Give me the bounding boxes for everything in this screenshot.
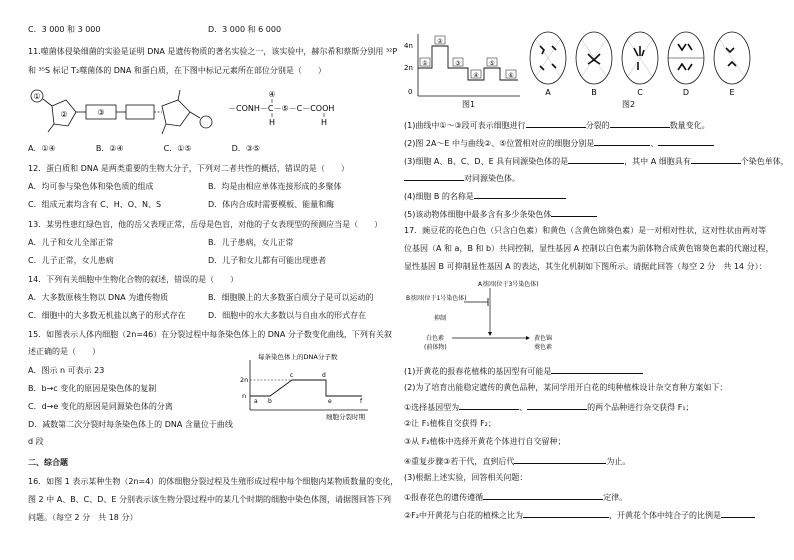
q17-yellow: 黄色锦 — [534, 335, 553, 342]
q12-option-c: C．组成元素均含有 C、H、O、N、S — [28, 200, 162, 209]
q17-mechanism-diagram — [404, 278, 574, 358]
q10-option-c: C．3 000 和 3 000 — [28, 25, 101, 34]
q10-option-d: D．3 000 和 6 000 — [208, 25, 282, 34]
blank[interactable] — [526, 119, 586, 128]
q12-stem: 12．蛋白质和 DNA 是两类重要的生物大分子，下列对二者共性的概括，错误的是（ ） — [28, 164, 349, 173]
q15-pt-b: b — [268, 398, 272, 405]
blank[interactable] — [459, 401, 519, 410]
q14-option-c: C．细胞中的大多数无机盐以离子的形式存在 — [28, 311, 186, 320]
fig1-caption: 图1 — [462, 100, 476, 109]
fig2-cell-diagrams — [528, 26, 752, 98]
q14-option-a: A．大多数原核生物以 DNA 为遗传物质 — [28, 293, 169, 302]
q12-option-a: A．均可参与染色体和染色质的组成 — [28, 182, 154, 191]
q17-sub2-step4: ④重复步骤③若干代，直到后代 为止。 — [404, 457, 631, 466]
q15-option-a: A．图示 n 可表示 23 — [28, 366, 105, 375]
q16-sub4: (4)细胞 B 的名称是 — [404, 190, 566, 202]
q15-option-c: C．d→e 变化的原因是同源染色体的分离 — [28, 402, 173, 411]
right-column — [400, 0, 794, 560]
blank[interactable] — [721, 509, 755, 518]
fig1-y-4n: 4n — [404, 42, 413, 50]
q16-sub1: (1)曲线中①～③段可表示细胞进行 分裂的 数量变化。 — [404, 121, 710, 130]
q14-stem: 14．下列有关细胞中生物化合物的叙述，错误的是（ ） — [28, 275, 239, 284]
blank[interactable] — [568, 155, 624, 164]
q15-dna-chart — [236, 352, 376, 420]
fig2-cell-b — [576, 32, 612, 84]
q16-stem-line2: 图 2 中 A、B、C、D、E 分别表示该生物分裂过程中的某几个时期的细胞中染色体图，请据图回答下列 — [28, 495, 392, 504]
blank[interactable] — [523, 509, 609, 518]
q15-pt-e: e — [328, 398, 332, 405]
q13-option-a: A．儿子和女儿全部正常 — [28, 238, 114, 247]
blank[interactable] — [610, 119, 670, 128]
q17-sub2: (2)为了培育出能稳定遗传的黄色品种，某同学用开白花的纯种植株设计杂交育种方案如下： — [404, 383, 728, 392]
q16-sub2: (2)图 2A～E 中与曲线②、⑤位置相对应的细胞分别是 、 — [404, 137, 714, 149]
q11-h-atom: H — [268, 118, 276, 127]
q13-option-b: B．儿子患病，女儿正常 — [208, 238, 294, 247]
q13-stem: 13．某男性患红绿色盲，他的岳父表现正常，岳母是色盲，对他的子女表现型的预测应当是（ ） — [28, 220, 383, 229]
q15-chart-title: 每条染色体上的DNA分子数 — [258, 353, 338, 361]
q17-sub1: (1)开黄花的报春花植株的基因型有可能是 — [404, 365, 643, 377]
section-2-heading: 二、综合题 — [28, 458, 68, 467]
fig2-label-d: D — [682, 88, 690, 97]
q16-sub3: (3)细胞 A、B、C、D、E 具有同源染色体的是 ，其中 A 细胞具有 个染色单体， — [404, 157, 789, 166]
fig1-step-4: ④ — [473, 72, 479, 79]
q11-mark-2: ② — [60, 110, 68, 119]
q17-sub3: (3)根据上述实验，回答相关问题： — [404, 473, 528, 482]
q11-peptide-formula: －CONH－C－⑤－C－COOH — [228, 104, 335, 113]
fig2-cell-d — [668, 32, 704, 84]
q13-option-d: D．儿子和女儿都有可能出现患者 — [208, 256, 327, 265]
fig1-step-chart — [402, 30, 524, 110]
blank[interactable] — [474, 190, 566, 199]
fig2-cell-a — [530, 32, 566, 84]
fig2-caption: 图2 — [622, 100, 636, 109]
blank[interactable] — [551, 365, 643, 374]
q11-molecule-figure — [28, 82, 218, 142]
blank[interactable] — [691, 155, 741, 164]
q16-stem-line1: 16．如图 1 表示某种生物（2n=4）的体细胞分裂过程及生殖形成过程中每个细胞内某物质数量的变化， — [28, 477, 399, 486]
fig2-label-e: E — [729, 88, 735, 97]
q14-option-b: B．细胞膜上的大多数蛋白质分子是可以运动的 — [208, 293, 374, 302]
q15-stem-line2: 述正确的是（ ） — [28, 347, 100, 356]
fig1-step-5: ⑤ — [489, 60, 495, 67]
q17-sub3-b: ②F₂中开黄花与白花的植株之比为 ，开黄花个体中纯合子的比例是 — [404, 509, 755, 521]
fig1-step-6: ⑥ — [508, 72, 514, 79]
q15-pt-f: f — [360, 398, 363, 405]
q13-option-c: C．儿子正常，女儿患病 — [28, 256, 114, 265]
q17-stem-line1: 17．豌豆花的花色白色（只含白色素）和黄色（含黄色锦葵色素）是一对相对性状，这对性状由两对等 — [404, 226, 767, 235]
q11-peptide-figure — [228, 88, 368, 128]
fig1-step-1: ① — [422, 60, 428, 67]
q17-precursor: (前体物) — [424, 344, 447, 351]
blank[interactable] — [514, 455, 606, 464]
q17-gene-b: B基因(位于1号染色体) — [406, 295, 467, 302]
fig1-step-2: ② — [437, 38, 443, 45]
q17-sub2-step2: ②让 F₁植株自交获得 F₂； — [404, 419, 496, 428]
q17-sub3-a: ①报春花色的遗传遵循 定律。 — [404, 493, 628, 502]
blank[interactable] — [658, 137, 714, 146]
q16-sub5: (5)该动物体细胞中最多含有多少条染色体 — [404, 208, 597, 220]
blank[interactable] — [483, 491, 603, 500]
q15-x-label: 细胞分裂时期 — [326, 413, 365, 420]
q17-sub2-step1: ①选择基因型为 、 的两个品种进行杂交获得 F₁； — [404, 403, 694, 412]
q17-white: 白色素 — [426, 335, 445, 342]
fig2-label-c: C — [637, 88, 643, 97]
q15-pt-c: c — [290, 372, 294, 379]
blank[interactable] — [404, 172, 464, 181]
q17-stem-line2: 位基因（A 和 a，B 和 b）共同控制，显性基因 A 控制以白色素为前体物合成黄色锦葵色素的代谢过程， — [404, 244, 774, 253]
q11-stem-line1: 11.噬菌体侵染细菌的实验是证明 DNA 是遗传物质的著名实验之一，该实验中，赫尔希和蔡斯分别用 ³²P — [28, 47, 398, 56]
q11-mark-4: ④ — [268, 90, 276, 99]
q15-y-2n: 2n — [240, 376, 249, 384]
q17-gene-a: A基因(位于3号染色体) — [478, 281, 539, 288]
fig1-y-2n: 2n — [404, 64, 413, 72]
fig2-cell-c — [622, 32, 658, 84]
blank[interactable] — [527, 401, 587, 410]
q17-yellow-2: 葵色素 — [534, 344, 553, 351]
q12-option-b: B．均是由相应单体连接形成的多聚体 — [208, 182, 342, 191]
q15-option-d-line1: D．减数第二次分裂时每条染色体上的 DNA 含量位于曲线 — [28, 420, 233, 429]
fig1-step-3: ③ — [455, 60, 461, 67]
q11-h-atom-2: H — [320, 118, 328, 127]
q11-mark-3: ③ — [97, 108, 105, 117]
q11-options: A．①④ B．②④ C．①⑤ D．③⑤ — [28, 144, 261, 153]
q15-pt-a: a — [254, 398, 258, 405]
q17-sub2-step3: ③从 F₂植株中选择开黄花个体进行自交留种； — [404, 437, 566, 446]
fig2-label-b: B — [591, 88, 597, 97]
q14-option-d: D．细胞中的水大多数以与自由水的形式存在 — [208, 311, 367, 320]
blank[interactable] — [551, 208, 597, 217]
q16-stem-line3: 问题。（每空 2 分 共 18 分） — [28, 513, 138, 522]
q11-stem-line2: 和 ³⁵S 标记 T₂噬菌体的 DNA 和蛋白质，在下图中标记元素所在部位分别是（ ） — [28, 66, 326, 75]
q15-option-d-line2: d 段 — [28, 437, 44, 446]
fig2-cell-e — [714, 32, 750, 84]
q16-sub3-cont: 对同源染色体。 — [404, 172, 520, 184]
q12-option-d: D．体内合成时需要模板、能量和酶 — [208, 200, 335, 209]
q15-option-b: B．b→c 变化的原因是染色体的复制 — [28, 384, 157, 393]
q11-mark-1: ① — [33, 92, 41, 101]
q15-stem-line1: 15．如图表示人体内细胞（2n=46）在分裂过程中每条染色体上的 DNA 分子数变化曲线，下列有关叙 — [28, 330, 392, 339]
blank[interactable] — [594, 137, 650, 146]
fig1-y-0: 0 — [408, 88, 413, 96]
fig1-curve — [418, 46, 518, 80]
q15-curve — [250, 380, 362, 396]
q15-y-n: n — [242, 392, 247, 400]
fig2-label-a: A — [545, 88, 551, 97]
q17-stem-line3: 显性基因 B 可抑制显性基因 A 的表达，其生化机制如下图所示。请据此回答（每空 2 分 共 14 分）： — [404, 262, 767, 271]
q15-pt-d: d — [322, 372, 326, 379]
q17-inhibit: 抑制 — [434, 315, 447, 322]
